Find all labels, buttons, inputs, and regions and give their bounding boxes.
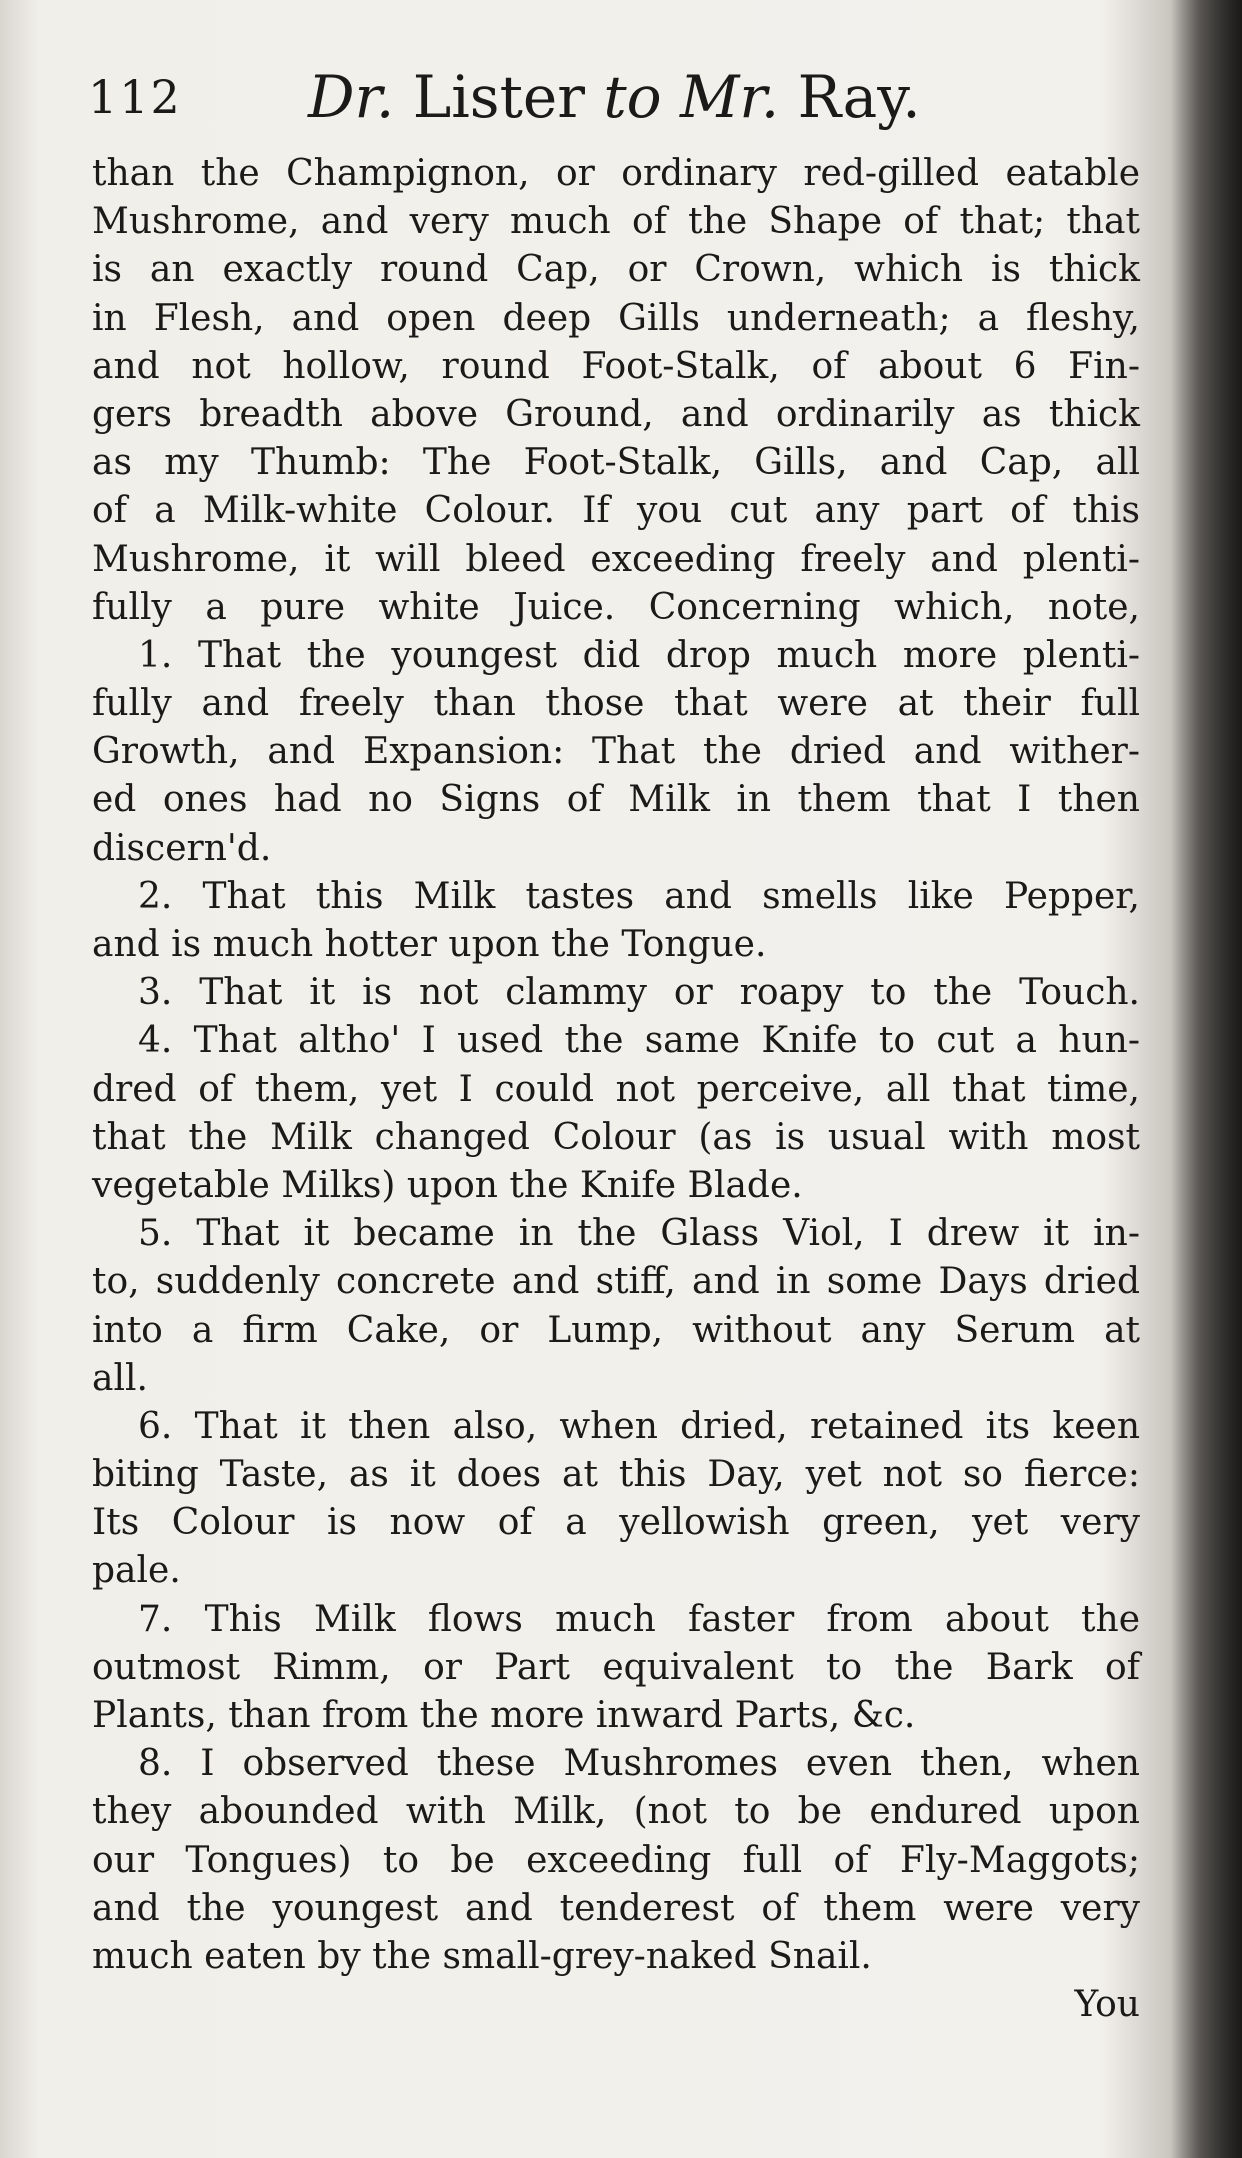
running-head-ray: Ray. [797, 63, 921, 131]
page-header [88, 62, 1132, 132]
text-line: Plants, than from the more inward Parts, &c. [92, 1695, 916, 1736]
text-line: our Tongues) to be exceeding full of Fly-Maggots; [92, 1839, 1140, 1881]
text-line: and is much hotter upon the Tongue. [92, 924, 767, 965]
binding-shadow [1172, 0, 1242, 2158]
running-head-name: Lister [412, 63, 585, 131]
text-line: Mushrome, and very much of the Shape of that; that [92, 201, 1140, 243]
text-line: dred of them, yet I could not perceive, all that time, [92, 1068, 1140, 1110]
text-line: fully a pure white Juice. Concerning which, note, [92, 586, 1140, 628]
text-line: they abounded with Milk, (not to be endured upon [92, 1791, 1140, 1833]
text-line: of a Milk-white Colour. If you cut any part of this [92, 490, 1140, 532]
text-line: Growth, and Expansion: That the dried and wither- [92, 731, 1140, 773]
running-head [308, 62, 921, 132]
text-line: Its Colour is now of a yellowish green, yet very [92, 1502, 1140, 1544]
text-line: 1. That the youngest did drop much more plenti- [138, 634, 1140, 676]
text-line: 4. That altho' I used the same Knife to cut a hun- [138, 1020, 1140, 1062]
text-line: is an exactly round Cap, or Crown, which is thick [92, 249, 1140, 291]
text-line: 2. That this Milk tastes and smells like Pepper, [138, 875, 1140, 917]
page-number: 112 [88, 70, 182, 124]
text-line: ed ones had no Signs of Milk in them that I then [92, 779, 1140, 821]
text-line: 8. I observed these Mushromes even then, when [138, 1743, 1140, 1785]
text-line: vegetable Milks) upon the Knife Blade. [92, 1164, 803, 1206]
text-line: gers breadth above Ground, and ordinarily as thick [92, 393, 1140, 435]
text-line: 6. That it then also, when dried, retained its keen [138, 1405, 1140, 1447]
text-line: biting Taste, as it does at this Day, yet not so fierce: [92, 1454, 1140, 1496]
text-line: all. [92, 1357, 148, 1399]
catchword: You [1074, 1984, 1140, 2026]
text-line: and not hollow, round Foot-Stalk, of about 6 Fin- [92, 345, 1140, 387]
text-line: in Flesh, and open deep Gills underneath; a fleshy, [92, 297, 1140, 339]
running-head-mr: Mr. [680, 63, 780, 131]
text-line: discern'd. [92, 827, 272, 869]
running-head-prefix: Dr. [308, 63, 395, 131]
text-line: that the Milk changed Colour (as is usual with most [92, 1116, 1140, 1158]
text-line: into a firm Cake, or Lump, without any Serum at [92, 1309, 1140, 1351]
text-line: to, suddenly concrete and stiff, and in some Days dried [92, 1261, 1140, 1303]
text-line: than the Champignon, or ordinary red-gilled eatable [92, 153, 1140, 194]
text-line: much eaten by the small-grey-naked Snail. [92, 1935, 872, 1977]
text-line: pale. [92, 1550, 181, 1592]
text-line: Mushrome, it will bleed exceeding freely and plenti- [92, 538, 1140, 580]
text-line: 7. This Milk flows much faster from about the [138, 1598, 1140, 1640]
text-line: 5. That it became in the Glass Viol, I drew it in- [138, 1213, 1140, 1255]
text-line: as my Thumb: The Foot-Stalk, Gills, and Cap, all [92, 442, 1140, 484]
text-line: fully and freely than those that were at their full [92, 683, 1140, 725]
body-text [92, 150, 1140, 2029]
running-head-to: to [603, 63, 662, 131]
text-line: and the youngest and tenderest of them were very [92, 1887, 1140, 1929]
text-line: outmost Rimm, or Part equivalent to the Bark of [92, 1646, 1140, 1688]
text-line: 3. That it is not clammy or roapy to the Touch. [138, 972, 1140, 1014]
